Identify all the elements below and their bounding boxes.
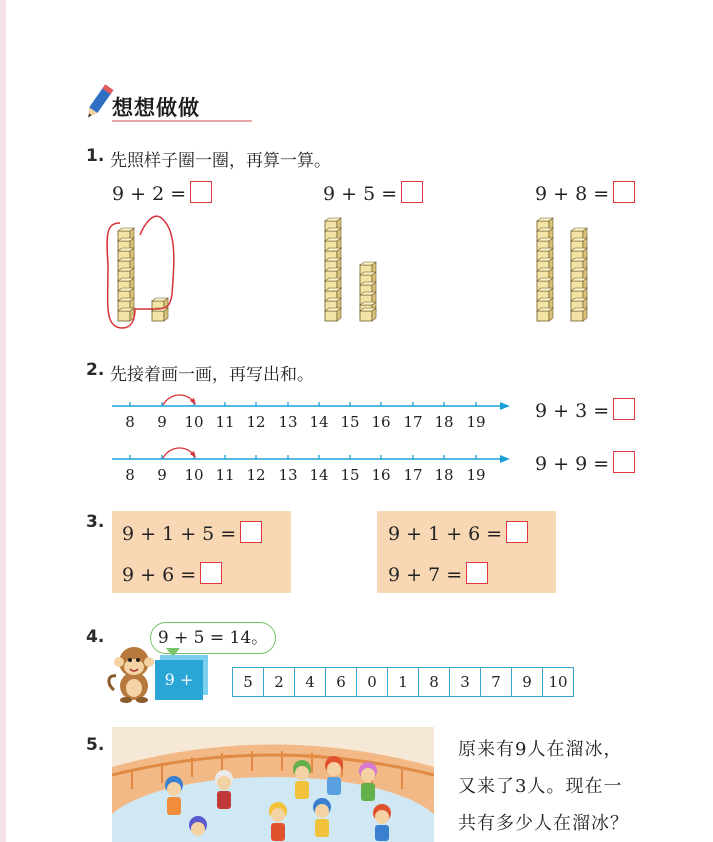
q1-answer-box-2[interactable] — [401, 181, 423, 203]
q1-instruction: 先照样子圈一圈，再算一算。 — [110, 151, 331, 171]
q5-number: 5. — [86, 735, 105, 755]
page-edge — [0, 0, 6, 842]
strip-cell[interactable]: 3 — [450, 668, 481, 696]
q5-story-line-3: 共有多少人在溜冰？ — [458, 813, 629, 834]
tick-label: 12 — [246, 413, 266, 431]
strip-cell[interactable]: 4 — [295, 668, 326, 696]
tick-label: 13 — [278, 413, 298, 431]
tick-label: 10 — [184, 413, 204, 431]
q1-col2-nine — [325, 218, 341, 321]
tick-label: 9 — [157, 413, 167, 431]
section-title: 想想做做 — [112, 96, 200, 120]
tick-label: 8 — [125, 466, 135, 484]
number-strip — [232, 667, 574, 697]
pencil-icon — [84, 82, 114, 122]
q2-equation-1 — [535, 398, 635, 422]
q3-right-eq2-text: 9 + 7 = — [388, 564, 463, 586]
q2-answer-box-2[interactable] — [613, 451, 635, 473]
q1-col2-five — [360, 262, 376, 321]
q3-right-answer-box-2[interactable] — [466, 562, 488, 584]
q2-equation-2 — [535, 451, 635, 475]
q2-answer-box-1[interactable] — [613, 398, 635, 420]
q1-col3-nine — [537, 218, 553, 321]
q1-equation-1-text: 9 + 2 = — [112, 183, 187, 205]
tick-label: 14 — [309, 413, 329, 431]
q1-answer-box-3[interactable] — [613, 181, 635, 203]
strip-cell[interactable]: 10 — [548, 673, 568, 691]
strip-cell[interactable]: 6 — [326, 668, 357, 696]
monkey-icon — [106, 640, 162, 704]
tick-label: 15 — [340, 413, 360, 431]
tick-label: 17 — [403, 413, 423, 431]
strip-cell[interactable]: 9 — [512, 668, 543, 696]
tick-label: 19 — [466, 413, 486, 431]
tick-label: 15 — [340, 466, 360, 484]
tick-label: 9 — [157, 466, 167, 484]
q1-cube-columns — [100, 205, 670, 335]
q3-right-answer-box-1[interactable] — [506, 521, 528, 543]
q1-number: 1. — [86, 146, 105, 166]
q1-equation-2-text: 9 + 5 = — [323, 183, 398, 205]
speech-bubble-tail — [166, 648, 180, 657]
tick-label: 18 — [434, 466, 454, 484]
strip-cell[interactable]: 0 — [357, 668, 388, 696]
strip-cell[interactable]: 7 — [481, 668, 512, 696]
q1-col3-eight — [571, 228, 587, 321]
tick-label: 17 — [403, 466, 423, 484]
q3-number: 3. — [86, 512, 105, 532]
tick-label: 19 — [466, 466, 486, 484]
q3-left-equation-2 — [122, 562, 222, 586]
q1-equation-2 — [323, 181, 423, 205]
q3-right-equation-1 — [388, 521, 528, 545]
q3-right-eq1-text: 9 + 1 + 6 = — [388, 523, 503, 545]
tick-label: 16 — [371, 413, 391, 431]
q3-left-equation-1 — [122, 521, 262, 545]
tick-label: 12 — [246, 466, 266, 484]
skating-rink-illustration — [112, 727, 434, 842]
title-underline — [112, 120, 252, 122]
q3-left-eq2-text: 9 + 6 = — [122, 564, 197, 586]
tick-label: 13 — [278, 466, 298, 484]
q2-equation-1-text: 9 + 3 = — [535, 400, 610, 422]
tick-label: 11 — [215, 466, 235, 484]
tick-label: 14 — [309, 466, 329, 484]
q3-right-equation-2 — [388, 562, 488, 586]
nine-plus-cube: 9 + — [155, 660, 203, 700]
speech-bubble: 9 + 5 = 14。 — [150, 622, 276, 654]
strip-cell[interactable]: 5 — [233, 668, 264, 696]
q2-instruction: 先接着画一画，再写出和。 — [110, 365, 314, 385]
tick-label: 10 — [184, 466, 204, 484]
q5-story-line-2: 又来了3人。现在一 — [458, 776, 623, 797]
q3-left-eq1-text: 9 + 1 + 5 = — [122, 523, 237, 545]
tick-label: 8 — [125, 413, 135, 431]
strip-cell[interactable]: 8 — [419, 668, 450, 696]
q1-equation-1 — [112, 181, 212, 205]
jump-arrow-1 — [163, 395, 194, 405]
q3-left-answer-box-2[interactable] — [200, 562, 222, 584]
q1-equation-3 — [535, 181, 635, 205]
tick-label: 16 — [371, 466, 391, 484]
q5-story — [458, 731, 658, 842]
q1-equation-3-text: 9 + 8 = — [535, 183, 610, 205]
q5-story-line-1: 原来有9人在溜冰， — [458, 739, 623, 760]
tick-label: 18 — [434, 413, 454, 431]
q3-left-answer-box-1[interactable] — [240, 521, 262, 543]
tick-label: 11 — [215, 413, 235, 431]
strip-cell[interactable]: 2 — [264, 668, 295, 696]
strip-cell[interactable]: 1 — [388, 668, 419, 696]
q2-equation-2-text: 9 + 9 = — [535, 453, 610, 475]
q4-number: 4. — [86, 627, 105, 647]
q2-number: 2. — [86, 360, 105, 380]
q1-example-nine-column — [118, 228, 134, 321]
q1-answer-box-1[interactable] — [190, 181, 212, 203]
jump-arrow-2 — [163, 448, 194, 458]
